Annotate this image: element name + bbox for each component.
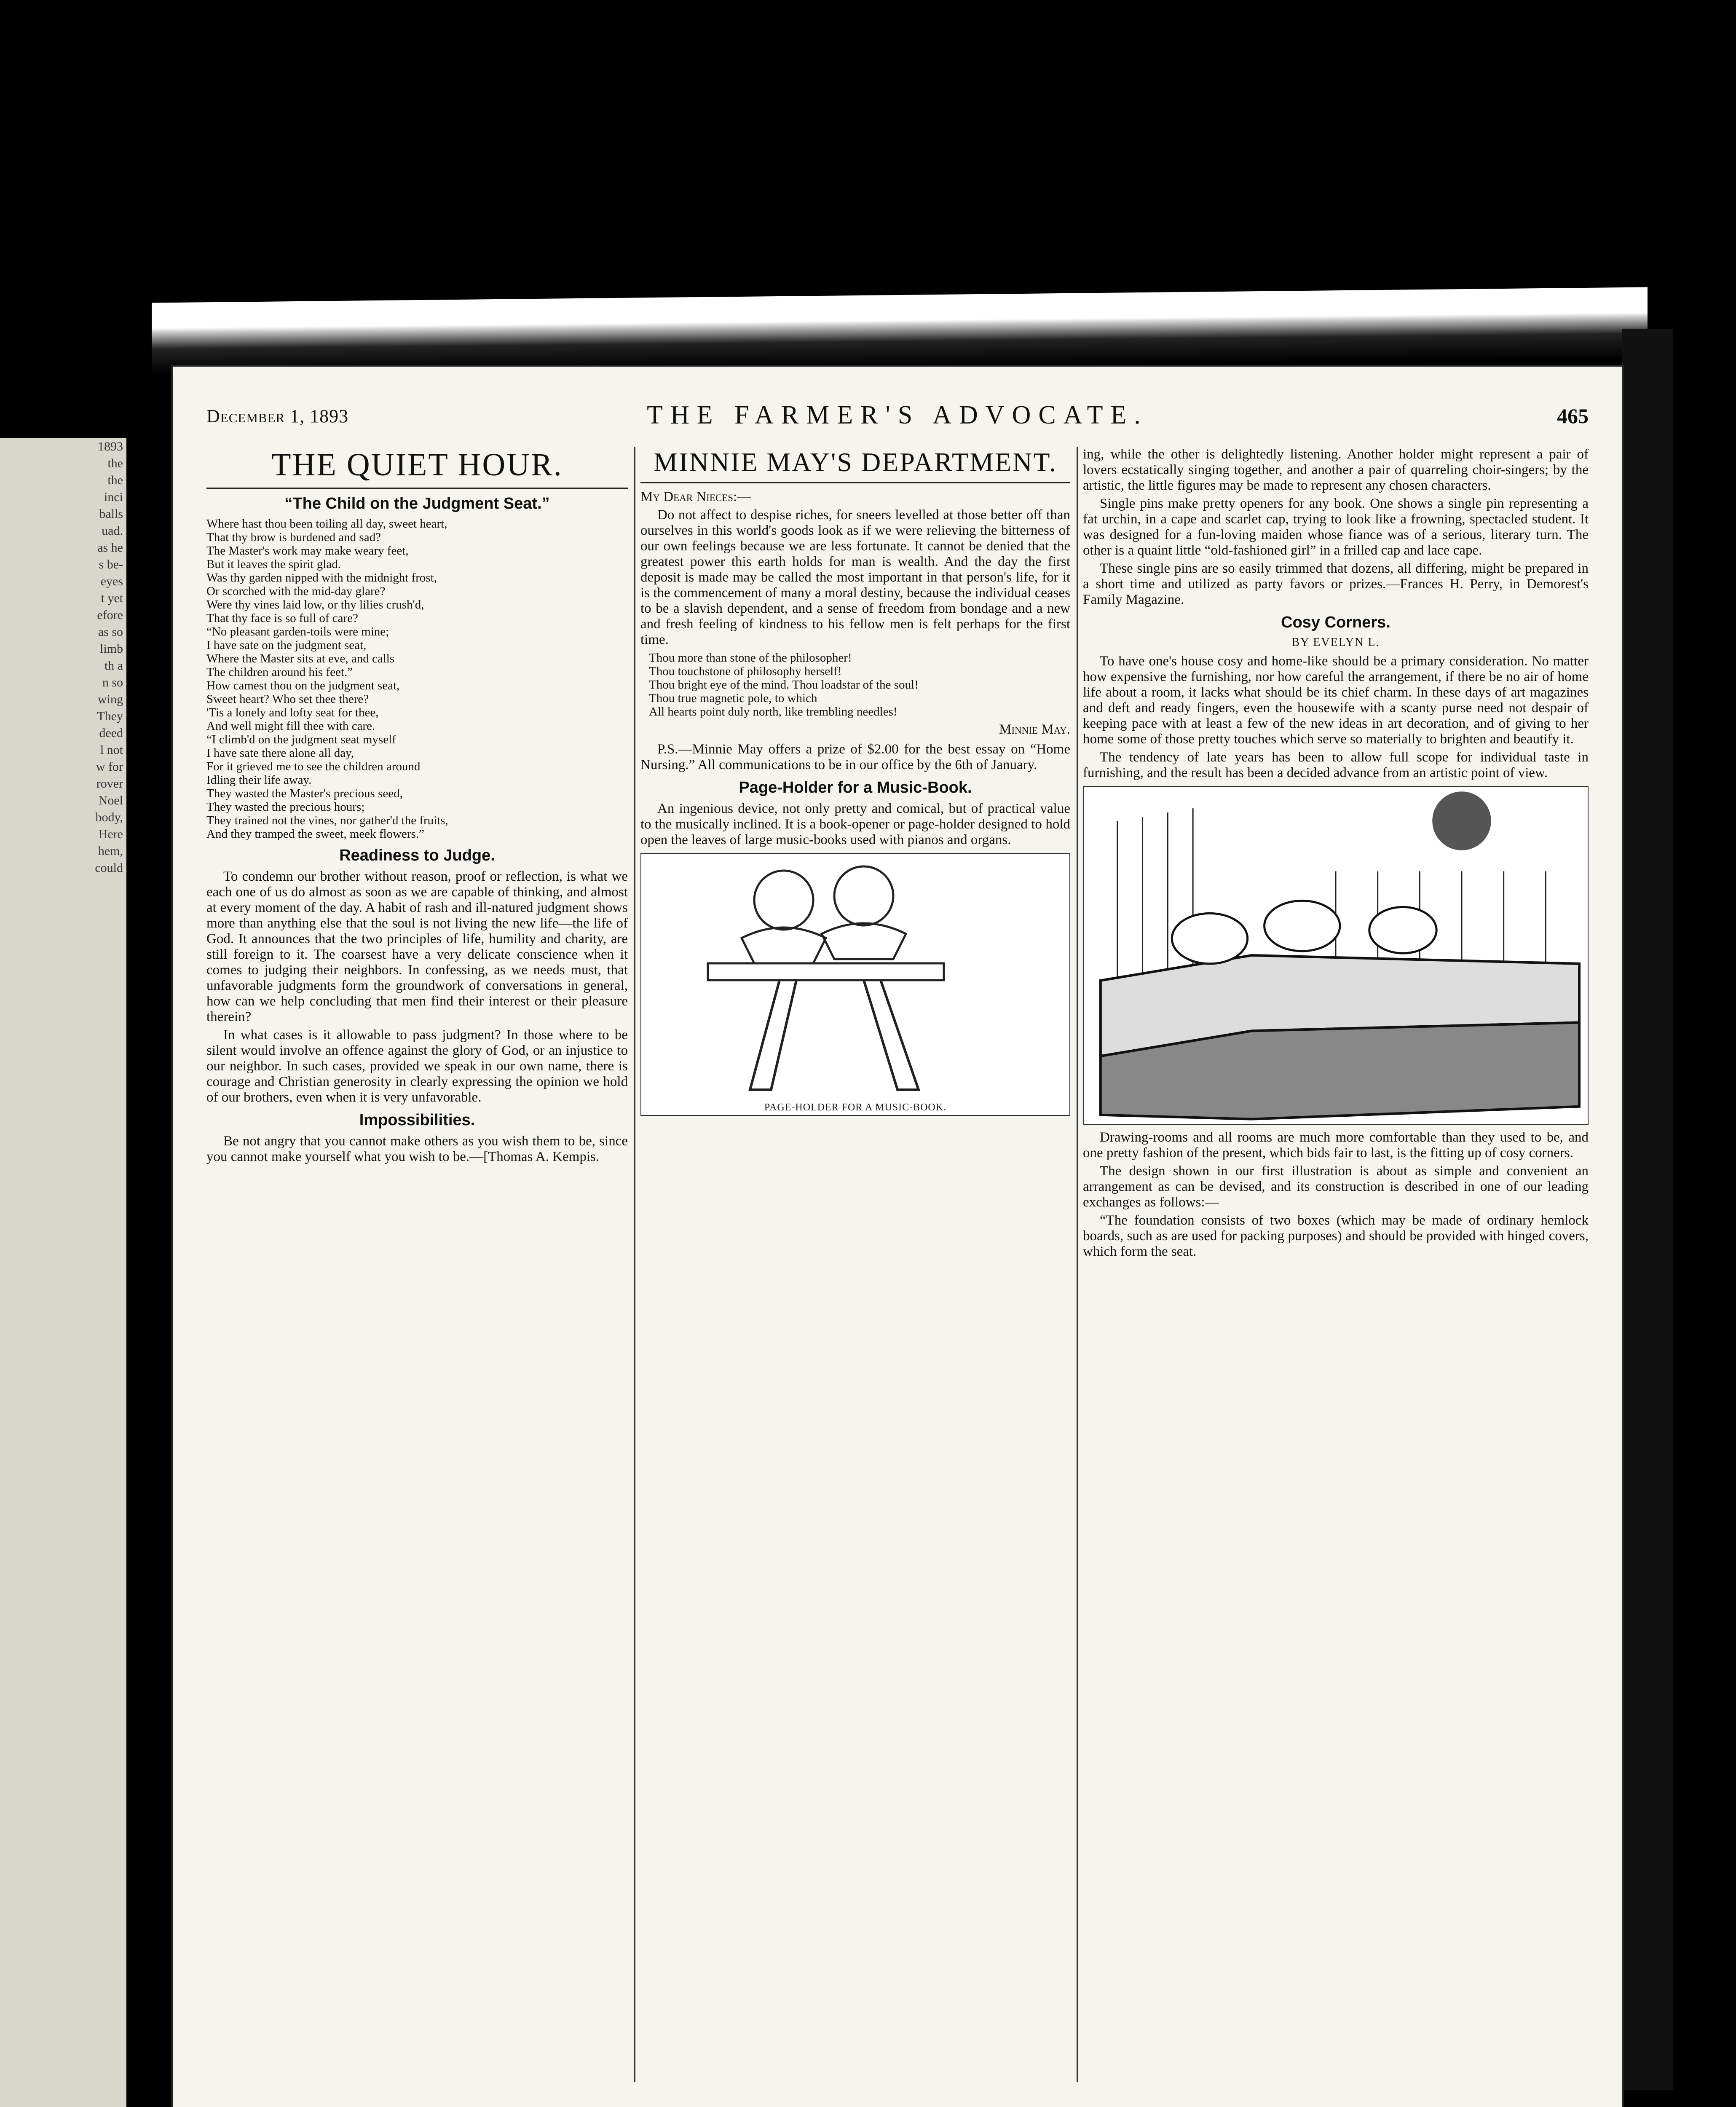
column-minnie-may	[640, 447, 1070, 2090]
department-title: MINNIE MAY'S DEPARTMENT.	[640, 447, 1070, 483]
column-rule	[1077, 447, 1078, 2082]
previous-page-edge	[0, 438, 126, 2107]
department-title: THE QUIET HOUR.	[206, 447, 628, 489]
poem	[206, 517, 628, 841]
previous-page-fragment: inci	[104, 490, 123, 504]
previous-page-fragment: hem,	[98, 844, 123, 858]
article-paragraph: The design shown in our first illustration is about as simple and convenient an arrangement as can be devised, and its construction is described in one of our leading exchanges as follows:—	[1083, 1163, 1589, 1210]
article-title: Cosy Corners.	[1281, 614, 1390, 631]
verse-text: Thou more than stone of the philosopher! Thou touchstone of philosophy herself! Thou bright eye of the mind. Thou loadstar of the soul! Thou true magnetic pole, to which All hearts point duly north, like trembling needles!	[649, 651, 919, 718]
article-paragraph: These single pins are so easily trimmed that dozens, all differing, might be prepared in a short time and utilized as party favors or prizes.—Frances H. Perry, in Demorest's Family Magazine.	[1083, 561, 1589, 607]
article-paragraph: To condemn our brother without reason, proof or reflection, is what we each one of us do almost as soon as we are capable of thinking, and almost at every moment of the day. A habit of rash and ill-natured judgment shows more than anything else that the soul is not living the new life—the life of God. It announces that the two principles of life, humility and charity, are still foreign to it. The coarsest have a very delicate conscience when it comes to judging their neighbors. In confessing, as we needs must, that unfavorable judgments form the groundwork of conversations in general, how can we help concluding that men find their interest or their pleasure therein?	[206, 869, 628, 1024]
byline: BY EVELYN L.	[1291, 636, 1380, 649]
previous-page-fragment: 1893	[98, 440, 123, 453]
article-paragraph: The tendency of late years has been to allow full scope for individual taste in furnishing, and the result has been a decided advance from an artistic point of view.	[1083, 750, 1589, 780]
previous-page-fragment: deed	[99, 726, 123, 740]
page-holder-illustration	[640, 853, 1070, 1116]
previous-page-fragment: t yet	[101, 591, 123, 605]
previous-page-fragment: w for	[96, 760, 123, 774]
page-header	[206, 400, 1589, 434]
figure-caption: PAGE-HOLDER FOR A MUSIC-BOOK.	[764, 1102, 947, 1113]
cosy-corner-illustration	[1083, 786, 1589, 1125]
previous-page-fragment: wing	[98, 692, 123, 706]
article-title: Readiness to Judge.	[339, 847, 495, 864]
previous-page-fragment: They	[97, 709, 123, 723]
previous-page-fragment: efore	[97, 608, 123, 622]
previous-page-fragment: the	[107, 473, 123, 487]
previous-page-fragment: s be-	[99, 558, 123, 571]
article-paragraph: Do not affect to despise riches, for sneers levelled at those better off than ourselves in this world's goods look as if we were relieving the bitterness of our own feelings because we are less fortunate. It cannot be denied that the greatest power this earth holds for man is wealth. And the day the first deposit is made may be called the most important in that person's life, for it is the commencement of many a moral destiny, because the individual ceases to be a slavish dependent, and a sense of freedom from bondage and a new and fresh feeling of kindness to his fellow men is felt perhaps for the first time.	[640, 507, 1070, 647]
poem-title: “The Child on the Judgment Seat.”	[284, 495, 550, 512]
clothes-pin-dolls-drawing	[641, 854, 1069, 1098]
article-paragraph: To have one's house cosy and home-like should be a primary consideration. No matter how expensive the furnishing, nor how careful the arrangement, if there be no air of home life about a room, it lacks what should be its chief charm. In these days of art magazines and deft and ready fingers, even the housewife with a scanty purse need not despair of keeping pace with at least a few of the new ideas in art decoration, and of giving to her home some of those pretty touches which serve so materially to brighten and beautify it.	[1083, 654, 1589, 747]
previous-page-fragment: Here	[98, 827, 123, 841]
previous-page-fragment: l not	[100, 743, 123, 757]
article-title: Impossibilities.	[359, 1111, 475, 1129]
previous-page-fragment: body,	[95, 810, 123, 824]
article-paragraph: Be not angry that you cannot make others as you wish them to be, since you cannot make yourself what you wish to be.—[Thomas A. Kempis.	[206, 1134, 628, 1164]
previous-page-fragment: rover	[96, 777, 123, 791]
cosy-corner-drawing	[1084, 787, 1588, 1122]
previous-page-fragment: uad.	[102, 524, 123, 538]
article-paragraph: ing, while the other is delightedly listening. Another holder might represent a pair of lovers ecstatically singing together, and another a pair of quarreling choir-singers; by the artistic, the little figures may be made to represent any chosen characters.	[1083, 447, 1589, 493]
previous-page-fragment: Noel	[98, 793, 123, 807]
article-paragraph: An ingenious device, not only pretty and comical, but of practical value to the musically inclined. It is a book-opener or page-holder designed to hold open the leaves of large music-books used with pianos and organs.	[640, 801, 1070, 847]
column-quiet-hour	[206, 447, 628, 2090]
previous-page-fragment: n so	[102, 676, 123, 689]
page-number: 465	[1557, 404, 1589, 428]
previous-page-fragment: as he	[97, 541, 123, 555]
previous-page-fragment: could	[95, 861, 123, 875]
article-title: Page-Holder for a Music-Book.	[739, 779, 972, 796]
previous-page-fragment: eyes	[100, 574, 123, 588]
previous-page-fragment: th a	[104, 659, 123, 673]
postscript: P.S.—Minnie May offers a prize of $2.00 for the best essay on “Home Nursing.” All communications to be in our office by the 6th of January.	[640, 742, 1070, 772]
article-paragraph: In what cases is it allowable to pass judgment? In those where to be silent would involve an offence against the glory of God, or an injustice to our neighbor. In such cases, provided we speak in our own name, there is courage and Christian generosity in clearly expressing the opinion we hold of our brothers, even when it is very unfavorable.	[206, 1027, 628, 1105]
article-paragraph: “The foundation consists of two boxes (which may be made of ordinary hemlock boards, such as are used for packing purposes) and should be provided with hinged covers, which form the seat.	[1083, 1213, 1589, 1259]
previous-page-fragment: as so	[98, 625, 123, 639]
issue-date: December 1, 1893	[206, 406, 349, 426]
signature: Minnie May.	[999, 722, 1070, 737]
newspaper-page	[173, 367, 1622, 2107]
column-rule	[634, 447, 635, 2082]
verse	[649, 651, 1070, 718]
salutation: My Dear Nieces:—	[640, 489, 751, 504]
previous-page-fragment: the	[107, 456, 123, 470]
poem-text: Where hast thou been toiling all day, sweet heart, That thy brow is burdened and sad? The Master's work may make weary feet, But it leaves the spirit glad. Was thy garden nipped with the midnight frost, Or scorched with the mid-day glare? Were thy vines laid low, or thy lilies crush'd, That thy face is so full of care? “No pleasant garden-toils were mine; I have sate on the judgment seat, Where the Master sits at eve, and calls The children around his feet.” How camest thou on the judgment seat, Sweet heart? Who set thee there? 'Tis a lonely and lofty seat for thee, And well might fill thee with care. “I climb'd on the judgment seat myself I have sate there alone all day, For it grieved me to see the children around Idling their life away. They wasted the Master's precious seed, They wasted the precious hours; They trained not the vines, nor gather'd the fruits, And they tramped the sweet, meek flowers.”	[206, 517, 448, 841]
previous-page-fragment: limb	[99, 642, 123, 656]
article-paragraph: Drawing-rooms and all rooms are much more comfortable than they used to be, and one pretty fashion of the present, which bids fair to last, is the fitting up of cosy corners.	[1083, 1130, 1589, 1161]
previous-page-fragment: balls	[99, 507, 123, 521]
column-cosy-corners	[1083, 447, 1589, 2090]
binding-shadow	[1622, 329, 1673, 2090]
masthead-title: THE FARMER'S ADVOCATE.	[647, 401, 1148, 429]
article-paragraph: Single pins make pretty openers for any book. One shows a single pin representing a fat urchin, in a cape and scarlet cap, trying to look like a frowning, spectacled student. It was designed for a fun-loving maiden whose fiance was of a serious, literary turn. The other is a quaint little “old-fashioned girl” in a frilled cap and lace cape.	[1083, 496, 1589, 558]
